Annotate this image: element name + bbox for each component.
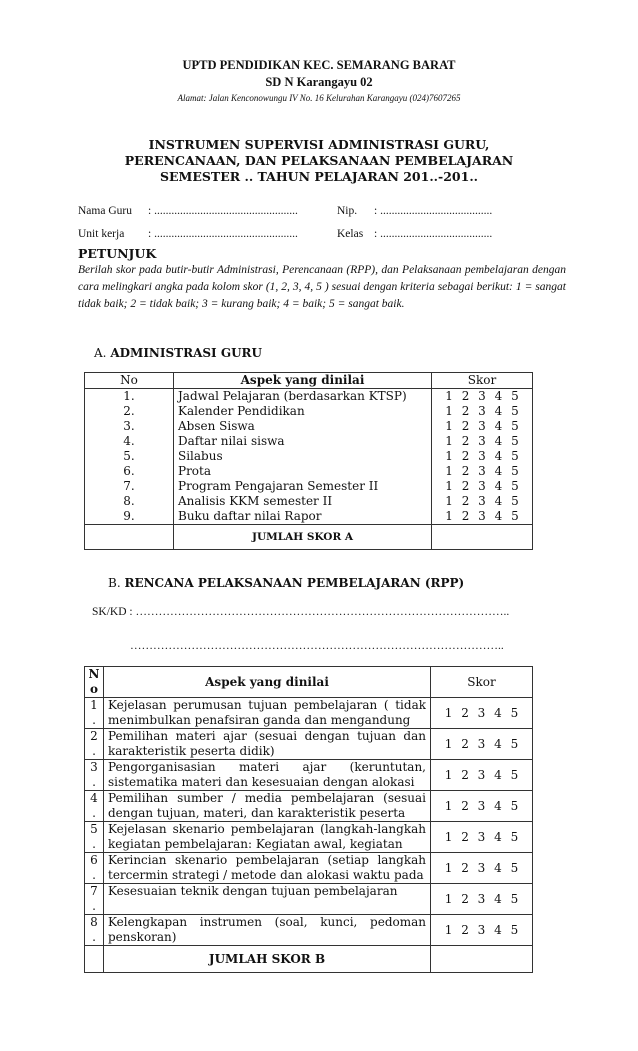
row-no-digit: 1 xyxy=(90,698,98,712)
score-options[interactable]: 1 2 3 4 5 xyxy=(431,822,533,853)
row-aspek: Buku daftar nilai Rapor xyxy=(174,509,432,525)
table-row xyxy=(85,760,533,791)
row-no-digit: 8 xyxy=(90,915,98,929)
table-header-row xyxy=(85,373,533,389)
row-no-digit: 7 xyxy=(90,884,98,898)
row-aspek xyxy=(104,791,431,822)
row-no-digit: 2 xyxy=(90,729,98,743)
row-no: 4. xyxy=(85,434,174,449)
row-no xyxy=(85,698,104,729)
section-b-title: RENCANA PELAKSANAAN PEMBELAJARAN (RPP) xyxy=(124,576,465,590)
total-value-b[interactable] xyxy=(431,946,533,973)
row-no-digit: 3 xyxy=(90,760,98,774)
table-row xyxy=(85,791,533,822)
unit-kerja-field[interactable]: : .................................................. xyxy=(148,228,298,240)
col-no xyxy=(85,667,104,698)
section-b-letter: B. xyxy=(108,576,121,590)
section-a-letter: A. xyxy=(94,346,107,360)
score-options[interactable]: 1 2 3 4 5 xyxy=(431,884,533,915)
row-aspek-text: Kesesuaian teknik dengan tujuan pembelajaran xyxy=(108,884,398,898)
row-aspek-text: Kerincian skenario pembelajaran (setiap langkah tercermin strategi / metode dan alokasi waktu pada xyxy=(108,853,426,882)
row-aspek: Absen Siswa xyxy=(174,419,432,434)
administrasi-table xyxy=(84,372,533,550)
row-aspek xyxy=(104,915,431,946)
row-aspek: Kalender Pendidikan xyxy=(174,404,432,419)
row-aspek: Daftar nilai siswa xyxy=(174,434,432,449)
col-aspek: Aspek yang dinilai xyxy=(104,667,431,698)
skkd-field-line1[interactable]: : …………………………………………………………………………………….. xyxy=(129,606,510,618)
score-options[interactable]: 1 2 3 4 5 xyxy=(431,791,533,822)
table-row xyxy=(85,494,533,509)
school-name: SD N Karangayu 02 xyxy=(265,75,373,89)
section-b-heading xyxy=(108,576,464,590)
row-no xyxy=(85,729,104,760)
score-options[interactable]: 1 2 3 4 5 xyxy=(431,698,533,729)
rpp-table xyxy=(84,666,533,973)
school-address: Alamat: Jalan Kenconowungu IV No. 16 Kelurahan Karangayu (024)7607265 xyxy=(177,93,461,103)
nip-field[interactable]: : ....................................... xyxy=(374,205,493,217)
row-no-dot: . xyxy=(92,930,96,944)
row-no xyxy=(85,760,104,791)
total-label-a: JUMLAH SKOR A xyxy=(174,525,432,550)
row-aspek xyxy=(104,822,431,853)
total-value-a[interactable] xyxy=(432,525,533,550)
row-no: 6. xyxy=(85,464,174,479)
table-row xyxy=(85,729,533,760)
score-options[interactable]: 1 2 3 4 5 xyxy=(431,915,533,946)
table-row xyxy=(85,509,533,525)
row-no: 9. xyxy=(85,509,174,525)
row-aspek: Silabus xyxy=(174,449,432,464)
total-row-a xyxy=(85,525,533,550)
score-options[interactable]: 1 2 3 4 5 xyxy=(432,479,533,494)
table-row xyxy=(85,479,533,494)
petunjuk-heading: PETUNJUK xyxy=(78,246,157,261)
document-title-line2: PERENCANAAN, DAN PELAKSANAAN PEMBELAJARAN xyxy=(124,153,514,168)
row-no-digit: 4 xyxy=(90,791,98,805)
row-aspek-text: Kejelasan perumusan tujuan pembelajaran ( tidak menimbulkan penafsiran ganda dan mengandung xyxy=(108,698,426,727)
section-a-heading xyxy=(94,346,262,360)
document-title-line1: INSTRUMEN SUPERVISI ADMINISTRASI GURU, xyxy=(148,137,490,152)
row-no-digit: 5 xyxy=(90,822,98,836)
score-options[interactable]: 1 2 3 4 5 xyxy=(432,449,533,464)
col-no-char2: o xyxy=(89,682,98,696)
score-options[interactable]: 1 2 3 4 5 xyxy=(432,389,533,405)
col-no-char1: N xyxy=(88,667,100,681)
table-row xyxy=(85,915,533,946)
skkd-row xyxy=(92,606,509,618)
row-aspek xyxy=(104,760,431,791)
row-no xyxy=(85,884,104,915)
score-options[interactable]: 1 2 3 4 5 xyxy=(432,404,533,419)
table-row xyxy=(85,464,533,479)
table-row xyxy=(85,434,533,449)
row-no-dot: . xyxy=(92,713,96,727)
school-agency: UPTD PENDIDIKAN KEC. SEMARANG BARAT xyxy=(182,58,456,72)
skkd-label: SK/KD xyxy=(92,606,127,618)
table-row xyxy=(85,419,533,434)
table-row xyxy=(85,449,533,464)
row-no-digit: 6 xyxy=(90,853,98,867)
col-aspek: Aspek yang dinilai xyxy=(174,373,432,389)
row-no-dot: . xyxy=(92,837,96,851)
total-row-b xyxy=(85,946,533,973)
row-aspek xyxy=(104,884,431,915)
row-aspek-text: Kejelasan skenario pembelajaran (langkah-langkah kegiatan pembelajaran: Kegiatan awal, kegiatan xyxy=(108,822,426,851)
row-aspek-text: Pengorganisasian materi ajar (keruntutan, sistematika materi dan kesesuaian dengan alokasi xyxy=(108,760,426,789)
row-no-dot: . xyxy=(92,775,96,789)
nama-guru-field[interactable]: : .................................................. xyxy=(148,205,298,217)
table-row xyxy=(85,404,533,419)
row-no xyxy=(85,853,104,884)
col-skor: Skor xyxy=(432,373,533,389)
col-skor: Skor xyxy=(431,667,533,698)
score-options[interactable]: 1 2 3 4 5 xyxy=(432,434,533,449)
score-options[interactable]: 1 2 3 4 5 xyxy=(432,464,533,479)
row-aspek-text: Pemilihan sumber / media pembelajaran (sesuai dengan tujuan, materi, dan karakteristik peserta xyxy=(108,791,426,820)
table-row xyxy=(85,389,533,405)
row-aspek: Prota xyxy=(174,464,432,479)
score-options[interactable]: 1 2 3 4 5 xyxy=(432,509,533,525)
row-aspek: Program Pengajaran Semester II xyxy=(174,479,432,494)
table-row xyxy=(85,853,533,884)
row-aspek xyxy=(104,853,431,884)
table-row xyxy=(85,822,533,853)
section-a-title: ADMINISTRASI GURU xyxy=(110,346,262,360)
row-no-dot: . xyxy=(92,744,96,758)
score-options[interactable]: 1 2 3 4 5 xyxy=(431,729,533,760)
total-label-b: JUMLAH SKOR B xyxy=(104,946,431,973)
row-no: 3. xyxy=(85,419,174,434)
table-row xyxy=(85,698,533,729)
row-aspek: Analisis KKM semester II xyxy=(174,494,432,509)
kelas-field[interactable]: : ....................................... xyxy=(374,228,493,240)
nama-guru-label: Nama Guru xyxy=(78,205,132,217)
score-options[interactable]: 1 2 3 4 5 xyxy=(432,419,533,434)
petunjuk-text: Berilah skor pada butir-butir Administrasi, Perencanaan (RPP), dan Pelaksanaan pembelajaran dengan cara melingkari angka pada kolom skor (1, 2, 3, 4, 5 ) sesuai dengan kriteria sebagai berikut: 1 = sangat tidak baik; 2 = tidak baik; 3 = kurang baik; 4 = baik; 5 = sangat baik. xyxy=(78,264,566,310)
nip-label: Nip. xyxy=(337,205,358,217)
row-aspek xyxy=(104,729,431,760)
col-no: No xyxy=(85,373,174,389)
row-aspek-text: Kelengkapan instrumen (soal, kunci, pedoman penskoran) xyxy=(108,915,426,944)
row-no xyxy=(85,791,104,822)
row-no-dot: . xyxy=(92,806,96,820)
row-no: 1. xyxy=(85,389,174,405)
row-no xyxy=(85,822,104,853)
table-row xyxy=(85,884,533,915)
row-aspek xyxy=(104,698,431,729)
row-no: 8. xyxy=(85,494,174,509)
row-aspek-text: Pemilihan materi ajar (sesuai dengan tujuan dan karakteristik peserta didik) xyxy=(108,729,426,758)
table-header-row xyxy=(85,667,533,698)
row-no: 2. xyxy=(85,404,174,419)
score-options[interactable]: 1 2 3 4 5 xyxy=(431,853,533,884)
unit-kerja-label: Unit kerja xyxy=(78,228,125,240)
document-title-line3: SEMESTER .. TAHUN PELAJARAN 201..-201.. xyxy=(159,169,479,184)
score-options[interactable]: 1 2 3 4 5 xyxy=(432,494,533,509)
skkd-field-line2[interactable]: …………………………………………………………………………………….. xyxy=(130,640,504,652)
row-aspek: Jadwal Pelajaran (berdasarkan KTSP) xyxy=(174,389,432,405)
row-no: 5. xyxy=(85,449,174,464)
row-no-dot: . xyxy=(92,868,96,882)
kelas-label: Kelas xyxy=(337,228,364,240)
row-no-dot: . xyxy=(92,899,96,913)
row-no: 7. xyxy=(85,479,174,494)
row-no xyxy=(85,915,104,946)
score-options[interactable]: 1 2 3 4 5 xyxy=(431,760,533,791)
